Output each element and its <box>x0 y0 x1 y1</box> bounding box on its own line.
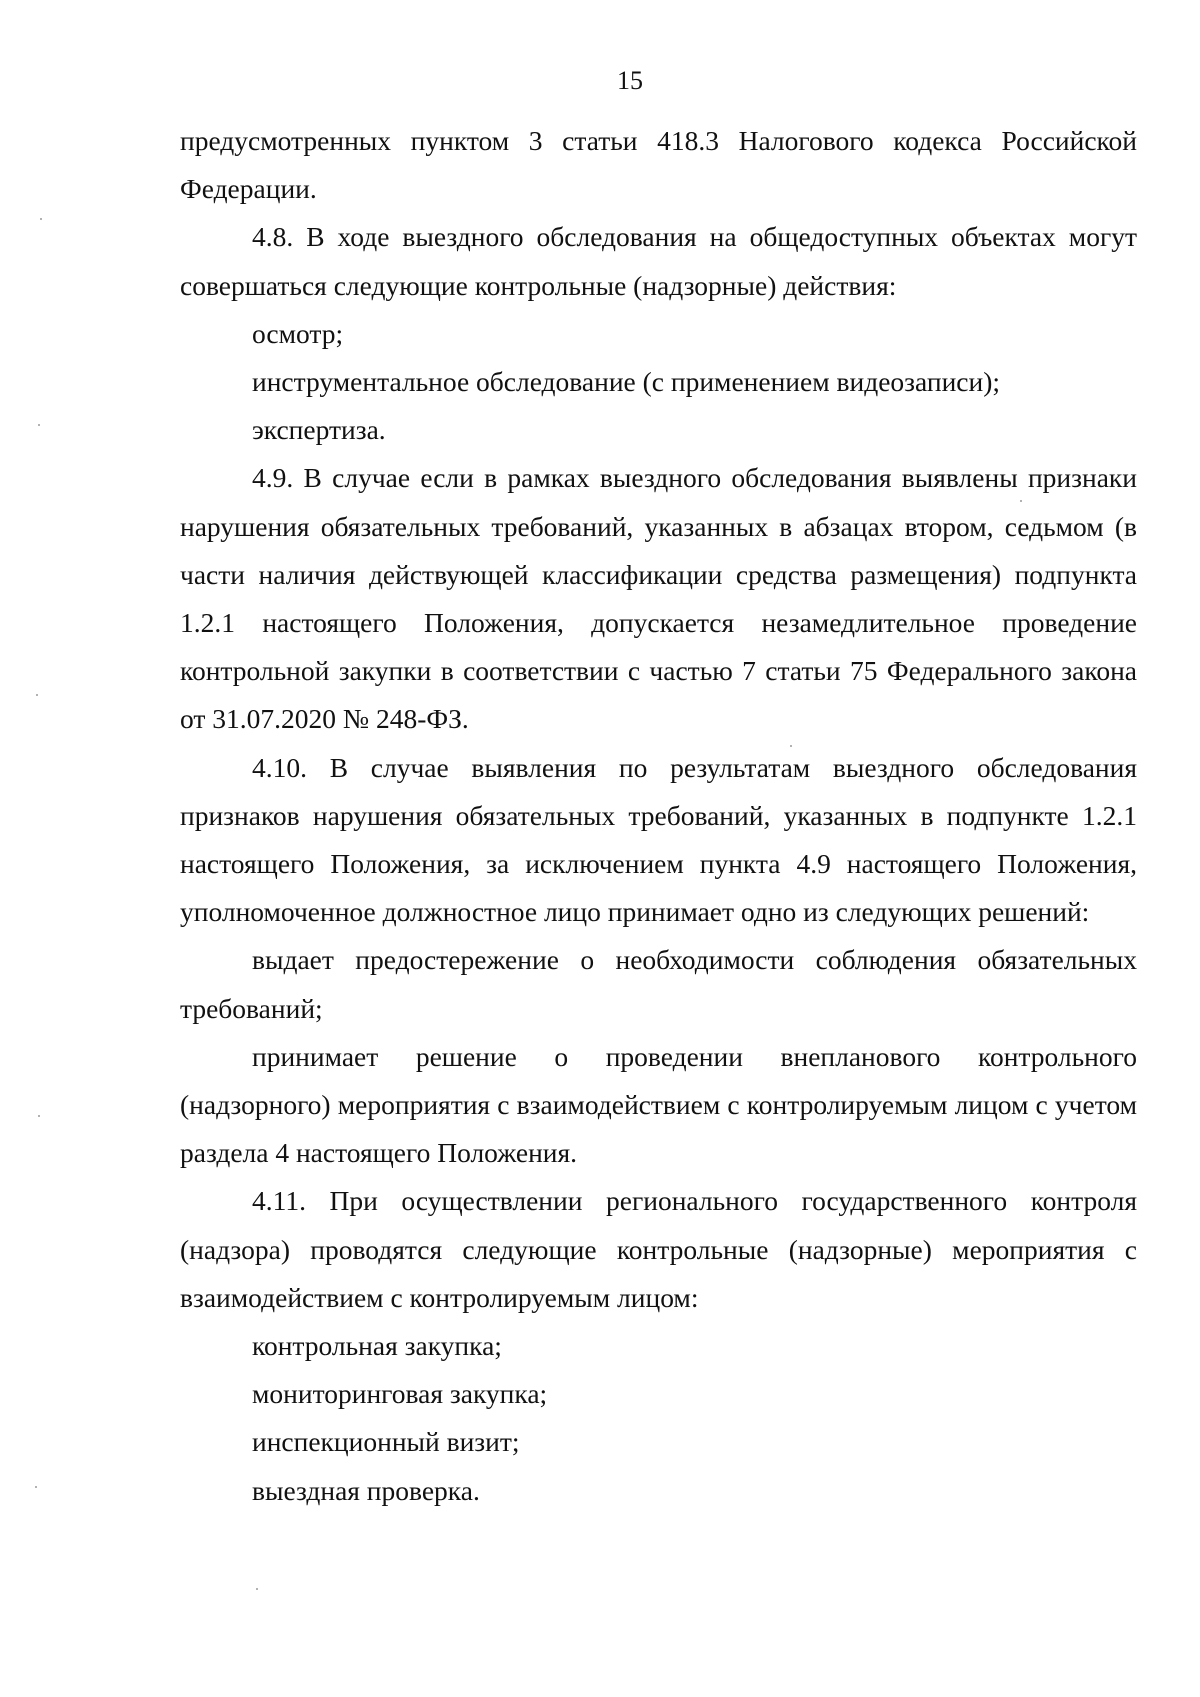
document-body <box>180 117 1137 1515</box>
scan-speck <box>1020 500 1022 502</box>
scan-speck <box>38 1115 40 1117</box>
list-item-onsite-check: выездная проверка. <box>252 1474 480 1506</box>
list-item-expertise: экспертиза. <box>252 414 386 446</box>
list-item-inspection-visit: инспекционный визит; <box>252 1426 520 1458</box>
paragraph-4-10: 4.10. В случае выявления по результатам выездного обследования признаков нарушения обязательных требований, указанных в подпункте 1.2.1 настоящего Положения, за исключением пункта 4.9 настоящего Положения, уполномоченное должностное лицо принимает одно из следующих решений: <box>180 751 1137 928</box>
scan-speck <box>38 424 40 426</box>
decision-unscheduled-event: принимает решение о проведении внепланового контрольного (надзорного) мероприятия с взаимодействием с контролируемым лицом с учетом раздела 4 настоящего Положения. <box>180 1040 1137 1169</box>
paragraph-4-11: 4.11. При осуществлении регионального государственного контроля (надзора) проводятся следующие контрольные (надзорные) мероприятия с взаимодействием с контролируемым лицом: <box>180 1185 1137 1313</box>
list-item-control-purchase: контрольная закупка; <box>252 1330 502 1362</box>
list-item-monitoring-purchase: мониторинговая закупка; <box>252 1378 548 1410</box>
list-item-instrumental-examination: инструментальное обследование (с применением видеозаписи); <box>252 366 1001 398</box>
decision-warning: выдает предостережение о необходимости соблюдения обязательных требований; <box>180 944 1137 1024</box>
list-item-inspection: осмотр; <box>252 317 344 349</box>
scan-speck <box>790 745 792 747</box>
paragraph-4-8: 4.8. В ходе выездного обследования на общедоступных объектах могут совершаться следующие контрольные (надзорные) действия: <box>180 221 1137 301</box>
scan-speck <box>35 1486 37 1488</box>
paragraph-continuation: предусмотренных пунктом 3 статьи 418.3 Налогового кодекса Российской Федерации. <box>180 125 1137 205</box>
scan-speck <box>256 1588 258 1590</box>
scan-speck <box>36 694 38 696</box>
paragraph-4-9: 4.9. В случае если в рамках выездного обследования выявлены признаки нарушения обязательных требований, указанных в абзацах втором, седьмом (в части наличия действующей классификации средства размещения) подпункта 1.2.1 настоящего Положения, допускается незамедлительное проведение контрольной закупки в соответствии с частью 7 статьи 75 Федерального закона от 31.07.2020 № 248-ФЗ. <box>180 462 1137 735</box>
scan-speck <box>40 218 42 220</box>
page-number: 15 <box>617 66 643 95</box>
